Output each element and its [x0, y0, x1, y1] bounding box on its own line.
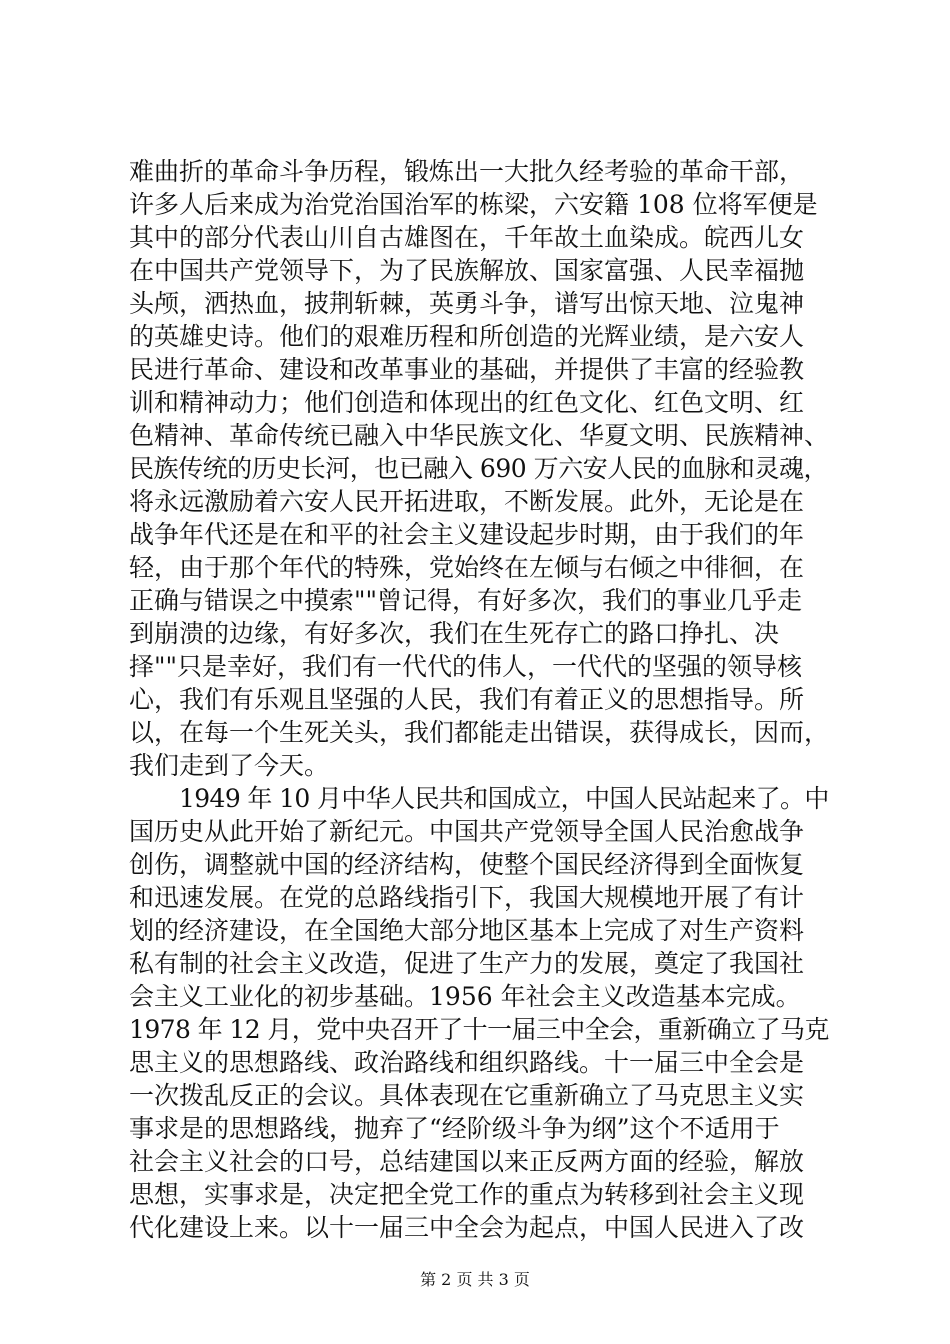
- text-line: 的英雄史诗。他们的艰难历程和所创造的光辉业绩，是六安人: [129, 322, 805, 351]
- text-line: 划的经济建设，在全国绝大部分地区基本上完成了对生产资料: [129, 916, 805, 945]
- text-line: 事求是的思想路线，抛弃了“经阶级斗争为纲”这个不适用于: [129, 1114, 780, 1143]
- text-line: 社会主义社会的口号，总结建国以来正反两方面的经验，解放: [129, 1147, 805, 1176]
- text-line: 战争年代还是在和平的社会主义建设起步时期，由于我们的年: [129, 520, 805, 549]
- text-line: 创伤，调整就中国的经济结构，使整个国民经济得到全面恢复: [129, 850, 805, 879]
- text-line: 一次拨乱反正的会议。具体表现在它重新确立了马克思主义实: [129, 1081, 805, 1110]
- text-line: 私有制的社会主义改造，促进了生产力的发展，奠定了我国社: [129, 949, 805, 978]
- text-line: 头颅，洒热血，披荆斩棘，英勇斗争，谱写出惊天地、泣鬼神: [129, 289, 805, 318]
- text-line: 和迅速发展。在党的总路线指引下，我国大规模地开展了有计: [129, 883, 805, 912]
- text-line: 许多人后来成为治党治国治军的栋梁，六安籍 108 位将军便是: [129, 190, 818, 219]
- text-line: 将永远激励着六安人民开拓进取，不断发展。此外，无论是在: [129, 487, 805, 516]
- text-line: 1978 年 12 月，党中央召开了十一届三中全会，重新确立了马克: [129, 1015, 829, 1044]
- text-line: 色精神、革命传统已融入中华民族文化、华夏文明、民族精神、: [129, 421, 830, 450]
- text-line: 正确与错误之中摸索""曾记得，有好多次，我们的事业几乎走: [129, 586, 803, 615]
- text-line: 其中的部分代表山川自古雄图在，千年故土血染成。皖西儿女: [129, 223, 805, 252]
- text-line: 择""只是幸好，我们有一代代的伟人，一代代的坚强的领导核: [129, 652, 803, 681]
- text-line: 国历史从此开始了新纪元。中国共产党领导全国人民治愈战争: [129, 817, 805, 846]
- text-line: 1949 年 10 月中华人民共和国成立，中国人民站起来了。中: [179, 784, 829, 813]
- text-line: 在中国共产党领导下，为了民族解放、国家富强、人民幸福抛: [129, 256, 805, 285]
- text-line: 代化建设上来。以十一届三中全会为起点，中国人民进入了改: [129, 1213, 805, 1242]
- text-line: 难曲折的革命斗争历程，锻炼出一大批久经考验的革命干部，: [129, 157, 805, 186]
- text-line: 思想，实事求是，决定把全党工作的重点为转移到社会主义现: [129, 1180, 805, 1209]
- document-body: [129, 155, 829, 1244]
- text-line: 民进行革命、建设和改革事业的基础，并提供了丰富的经验教: [129, 355, 805, 384]
- text-line: 到崩溃的边缘，有好多次，我们在生死存亡的路口挣扎、决: [129, 619, 780, 648]
- text-line: 民族传统的历史长河，也已融入 690 万六安人民的血脉和灵魂，: [129, 454, 829, 483]
- page-footer: 第 2 页 共 3 页: [420, 1270, 530, 1289]
- text-line: 训和精神动力；他们创造和体现出的红色文化、红色文明、红: [129, 388, 805, 417]
- text-line: 心，我们有乐观且坚强的人民，我们有着正义的思想指导。所: [129, 685, 805, 714]
- text-line: 思主义的思想路线、政治路线和组织路线。十一届三中全会是: [129, 1048, 805, 1077]
- text-line: 轻，由于那个年代的特殊，党始终在左倾与右倾之中徘徊，在: [129, 553, 805, 582]
- text-line: 会主义工业化的初步基础。1956 年社会主义改造基本完成。: [129, 982, 801, 1011]
- text-line: 以，在每一个生死关头，我们都能走出错误，获得成长，因而，: [129, 718, 830, 747]
- text-line: 我们走到了今天。: [129, 751, 330, 780]
